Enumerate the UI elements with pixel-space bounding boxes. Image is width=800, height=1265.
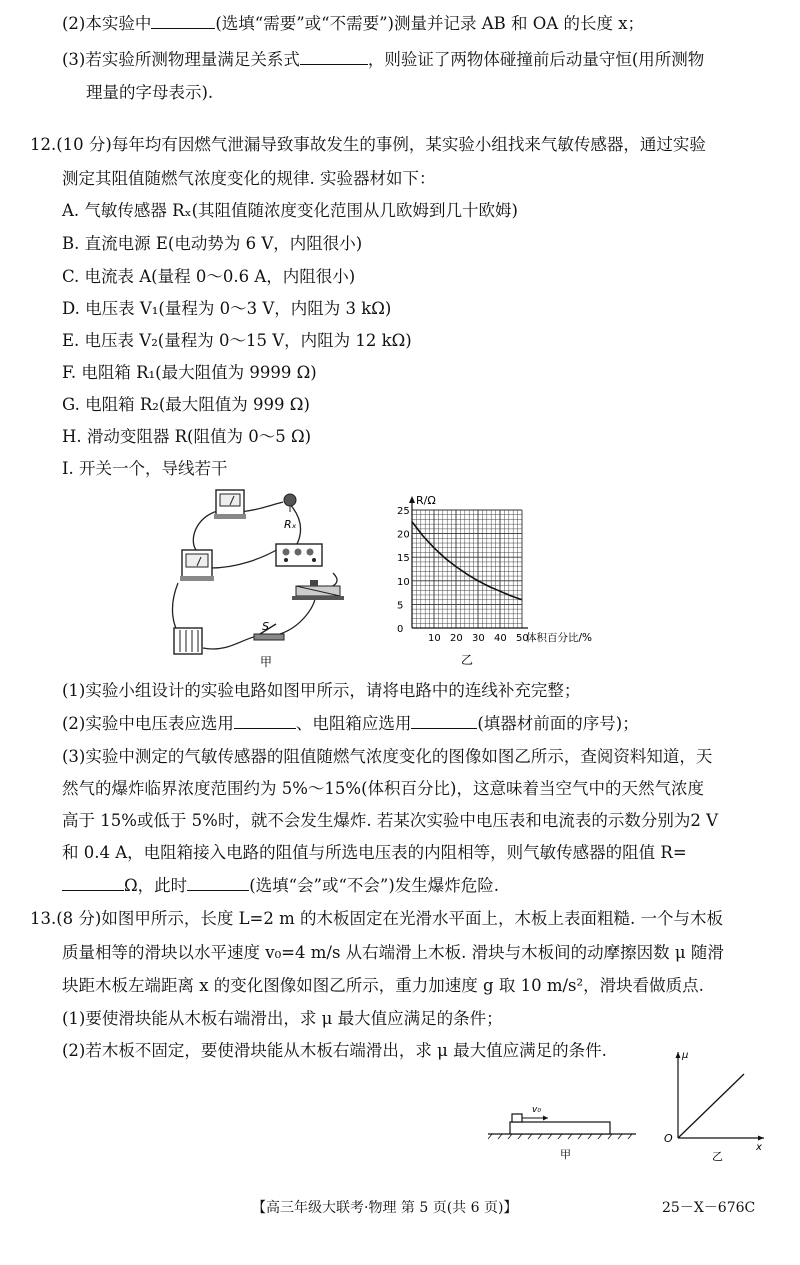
answer-blank[interactable] — [62, 874, 124, 891]
q12-part3-line4: 和 0.4 A，电阻箱接入电路的阻值与所选电压表的内阻相等，则气敏传感器的阻值 R= — [62, 843, 687, 862]
equipment-item: D. 电压表 V₁(量程为 0～3 V，内阻为 3 kΩ) — [62, 299, 392, 318]
answer-blank[interactable] — [151, 12, 215, 29]
y-tick-label: 25 — [397, 506, 410, 517]
board-block-figure — [488, 1094, 638, 1166]
resistance-box-icon — [276, 544, 322, 566]
figure-caption-jia: 甲 — [260, 655, 273, 669]
wooden-board — [510, 1122, 610, 1134]
q12-part3-line2: 然气的爆炸临界浓度范围约为 5%～15%(体积百分比)，这意味着当空气中的天然气浓度 — [62, 779, 704, 798]
q12-part3-line1: (3)实验中测定的气敏传感器的阻值随燃气浓度变化的图像如图乙所示，查阅资料知道，天 — [62, 747, 713, 766]
equipment-item: C. 电流表 A(量程 0～0.6 A，内阻很小) — [62, 267, 356, 286]
q12-intro-2: 测定其阻值随燃气浓度变化的规律. 实验器材如下： — [62, 169, 436, 188]
figure-caption-jia: 甲 — [560, 1148, 571, 1161]
q13-intro-2: 质量相等的滑块以水平速度 v₀=4 m/s 从右端滑上木板. 滑块与木板间的动摩擦因数 μ 随滑 — [62, 943, 724, 962]
mu-axis-label: μ — [682, 1050, 689, 1061]
circuit-apparatus-figure — [168, 488, 368, 672]
resistance-concentration-chart — [370, 488, 620, 672]
q12-part3-line5: Ω，此时 (选填“会”或“不会”)发生爆炸危险. — [62, 874, 499, 897]
voltmeter-icon — [180, 550, 214, 581]
q13-part1: (1)要使滑块能从木板右端滑出，求 μ 最大值应满足的条件； — [62, 1009, 503, 1028]
slider-block — [512, 1114, 522, 1122]
ground-hatching — [488, 1134, 632, 1139]
x-tick-label: 50 — [516, 633, 529, 644]
v0-label: v₀ — [532, 1105, 541, 1115]
y-tick-label: 15 — [397, 553, 410, 565]
ammeter-icon — [214, 490, 246, 519]
q12-part1: (1)实验小组设计的实验电路如图甲所示，请将电路中的连线补充完整； — [62, 681, 581, 700]
mu-line — [678, 1074, 744, 1138]
page-footer-title: 【高三年级大联考·物理 第 5 页(共 6 页)】 — [252, 1200, 518, 1216]
arrowhead-icon — [543, 1116, 548, 1121]
equipment-item: B. 直流电源 E(电动势为 6 V，内阻很小) — [62, 234, 363, 253]
arrowhead-icon — [676, 1052, 681, 1058]
figure-caption-yi: 乙 — [712, 1150, 723, 1163]
arrowhead-icon — [409, 496, 415, 503]
switch-label: S — [262, 620, 269, 633]
mu-x-graph — [660, 1044, 770, 1168]
switch-icon — [254, 624, 284, 640]
chart-grid — [412, 510, 522, 628]
answer-blank[interactable] — [300, 48, 368, 65]
y-tick-label: 10 — [397, 576, 410, 588]
q11-part3-cont: 理量的字母表示). — [86, 83, 214, 102]
q13-intro-1: 13.(8 分)如图甲所示，长度 L=2 m 的木板固定在光滑水平面上，木板上表面粗糙. 一个与木板 — [30, 909, 724, 928]
x-axis-label: x — [756, 1142, 762, 1153]
x-tick-label: 40 — [494, 633, 507, 644]
x-axis-label: 体积百分比/% — [526, 632, 593, 644]
x-tick-label: 30 — [472, 633, 485, 644]
wire — [210, 548, 280, 568]
equipment-item: H. 滑动变阻器 R(阻值为 0～5 Ω) — [62, 427, 312, 446]
answer-blank[interactable] — [411, 712, 477, 729]
equipment-item: G. 电阻箱 R₂(最大阻值为 999 Ω) — [62, 395, 310, 414]
equipment-item: E. 电压表 V₂(量程为 0～15 V，内阻为 12 kΩ) — [62, 331, 412, 350]
y-axis-label: R/Ω — [416, 494, 436, 507]
rx-label: Rₓ — [284, 518, 297, 531]
q12-intro-1: 12.(10 分)每年均有因燃气泄漏导致事故发生的事例，某实验小组找来气敏传感器，通过实验 — [30, 135, 706, 154]
q11-part2: (2)本实验中 (选填“需要”或“不需要”)测量并记录 AB 和 OA 的长度 x； — [62, 14, 645, 33]
wire — [240, 502, 283, 512]
arrowhead-icon — [758, 1136, 764, 1141]
page-footer-code: 25－X－676C — [662, 1200, 756, 1216]
equipment-item: A. 气敏传感器 Rₓ(其阻值随浓度变化范围从几欧姆到几十欧姆) — [62, 201, 518, 220]
q12-part2: (2)实验中电压表应选用 、电阻箱应选用 (填器材前面的序号)； — [62, 714, 639, 733]
equipment-item: I. 开关一个，导线若干 — [62, 459, 228, 478]
x-tick-label: 20 — [450, 633, 463, 644]
answer-blank[interactable] — [234, 712, 296, 729]
x-tick-label: 10 — [428, 633, 441, 644]
q11-part3: (3)若实验所测物理量满足关系式 ，则验证了两物体碰撞前后动量守恒(用所测物 — [62, 50, 705, 69]
y-tick-label: 5 — [397, 600, 404, 612]
wire — [203, 636, 258, 649]
answer-blank[interactable] — [187, 874, 249, 891]
y-tick-label: 0 — [397, 624, 404, 635]
q12-part3-line3: 高于 15%或低于 5%时，就不会发生爆炸. 若某次实验中电压表和电流表的示数分别为2 V — [62, 811, 718, 830]
q13-intro-3: 块距木板左端距离 x 的变化图像如图乙所示，重力加速度 g 取 10 m/s²，滑块看做质点. — [62, 976, 704, 995]
q13-part2: (2)若木板不固定，要使滑块能从木板右端滑出，求 μ 最大值应满足的条件. — [62, 1041, 607, 1060]
equipment-item: F. 电阻箱 R₁(最大阻值为 9999 Ω) — [62, 363, 317, 382]
y-tick-label: 20 — [397, 529, 410, 541]
figure-caption-yi: 乙 — [461, 653, 474, 667]
battery-icon — [174, 628, 202, 654]
origin-label: O — [664, 1132, 673, 1145]
